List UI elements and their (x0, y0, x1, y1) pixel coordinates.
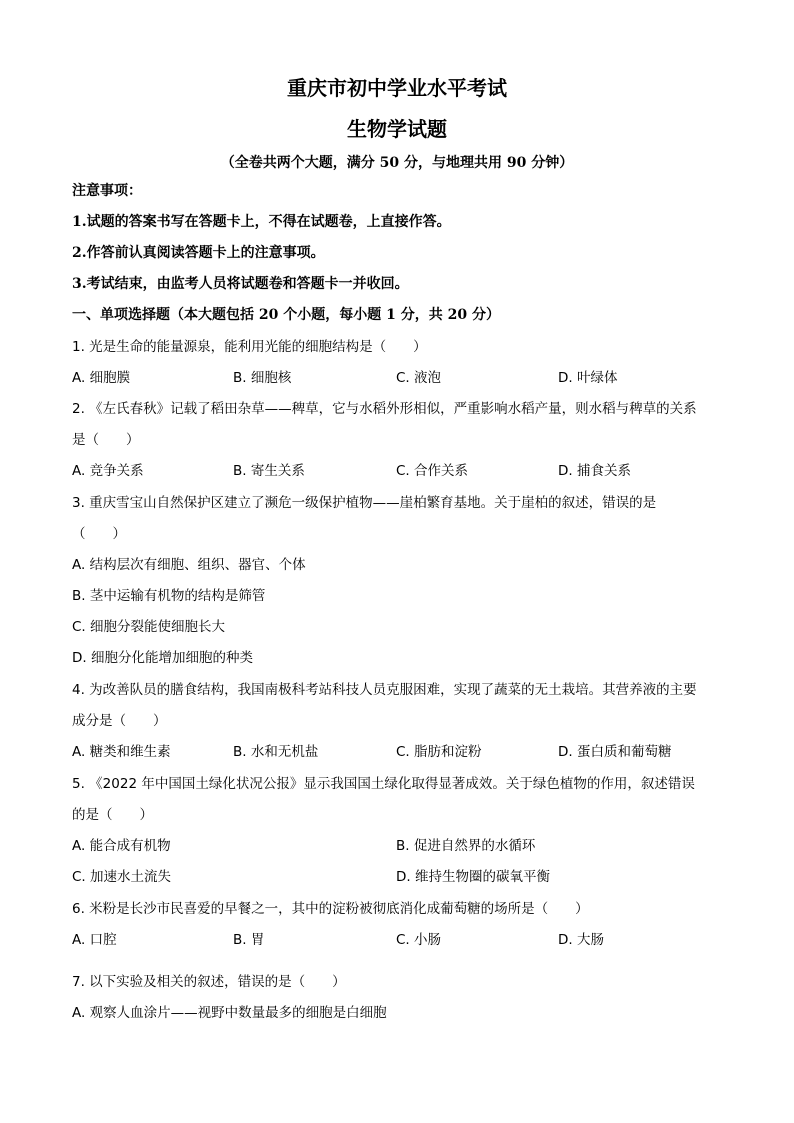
option-d: D. 维持生物圈的碳氧平衡 (396, 869, 550, 885)
exam-info: （全卷共两个大题，满分 50 分，与地理共用 90 分钟） (220, 155, 574, 171)
option-d: D. 捕食关系 (558, 463, 631, 479)
question-stem: （ ） (72, 526, 126, 542)
note-item: 2.作答前认真阅读答题卡上的注意事项。 (72, 245, 325, 261)
question-stem: 6. 米粉是长沙市民喜爱的早餐之一，其中的淀粉被彻底消化成葡萄糖的场所是（ ） (72, 901, 589, 917)
question-stem: 的是（ ） (72, 807, 153, 823)
option-a: A. 细胞膜 (72, 370, 131, 386)
option-b: B. 促进自然界的水循环 (396, 838, 536, 854)
option-a: A. 结构层次有细胞、组织、器官、个体 (72, 557, 306, 573)
option-d: D. 蛋白质和葡萄糖 (558, 744, 672, 760)
option-c: C. 加速水土流失 (72, 869, 172, 885)
question-stem: 5. 《2022 年中国国土绿化状况公报》显示我国国土绿化取得显著成效。关于绿色植物的作用，叙述错误 (72, 776, 695, 792)
question-stem: 成分是（ ） (72, 713, 167, 729)
question-stem: 是（ ） (72, 432, 140, 448)
exam-title: 重庆市初中学业水平考试 (287, 76, 507, 100)
option-a: A. 口腔 (72, 932, 117, 948)
option-c: C. 液泡 (396, 370, 442, 386)
note-item: 3.考试结束，由监考人员将试题卷和答题卡一并收回。 (72, 276, 409, 292)
section-heading: 一、单项选择题（本大题包括 20 个小题，每小题 1 分，共 20 分） (72, 307, 500, 323)
option-b: B. 茎中运输有机物的结构是筛管 (72, 588, 266, 604)
option-a: A. 竞争关系 (72, 463, 144, 479)
question-stem: 7. 以下实验及相关的叙述，错误的是（ ） (72, 974, 346, 990)
option-c: C. 合作关系 (396, 463, 469, 479)
option-a: A. 观察人血涂片——视野中数量最多的细胞是白细胞 (72, 1005, 387, 1021)
exam-subject: 生物学试题 (347, 117, 447, 141)
option-d: D. 细胞分化能增加细胞的种类 (72, 650, 253, 666)
note-item: 1.试题的答案书写在答题卡上，不得在试题卷，上直接作答。 (72, 214, 451, 230)
option-d: D. 大肠 (558, 932, 604, 948)
option-b: B. 胃 (233, 932, 265, 948)
question-stem: 1. 光是生命的能量源泉，能利用光能的细胞结构是（ ） (72, 339, 427, 355)
notes-heading: 注意事项： (72, 183, 142, 199)
option-a: A. 糖类和维生素 (72, 744, 171, 760)
option-b: B. 细胞核 (233, 370, 292, 386)
option-c: C. 小肠 (396, 932, 442, 948)
option-a: A. 能合成有机物 (72, 838, 171, 854)
option-b: B. 水和无机盐 (233, 744, 319, 760)
option-b: B. 寄生关系 (233, 463, 305, 479)
option-c: C. 脂肪和淀粉 (396, 744, 482, 760)
option-d: D. 叶绿体 (558, 370, 618, 386)
question-stem: 4. 为改善队员的膳食结构，我国南极科考站科技人员克服困难，实现了蔬菜的无土栽培。其营养液的主要 (72, 682, 697, 698)
question-stem: 2. 《左氏春秋》记载了稻田杂草——稗草，它与水稻外形相似，严重影响水稻产量，则水稻与稗草的关系 (72, 401, 697, 417)
question-stem: 3. 重庆雪宝山自然保护区建立了濒危一级保护植物——崖柏繁育基地。关于崖柏的叙述，错误的是 (72, 495, 657, 511)
option-c: C. 细胞分裂能使细胞长大 (72, 619, 226, 635)
